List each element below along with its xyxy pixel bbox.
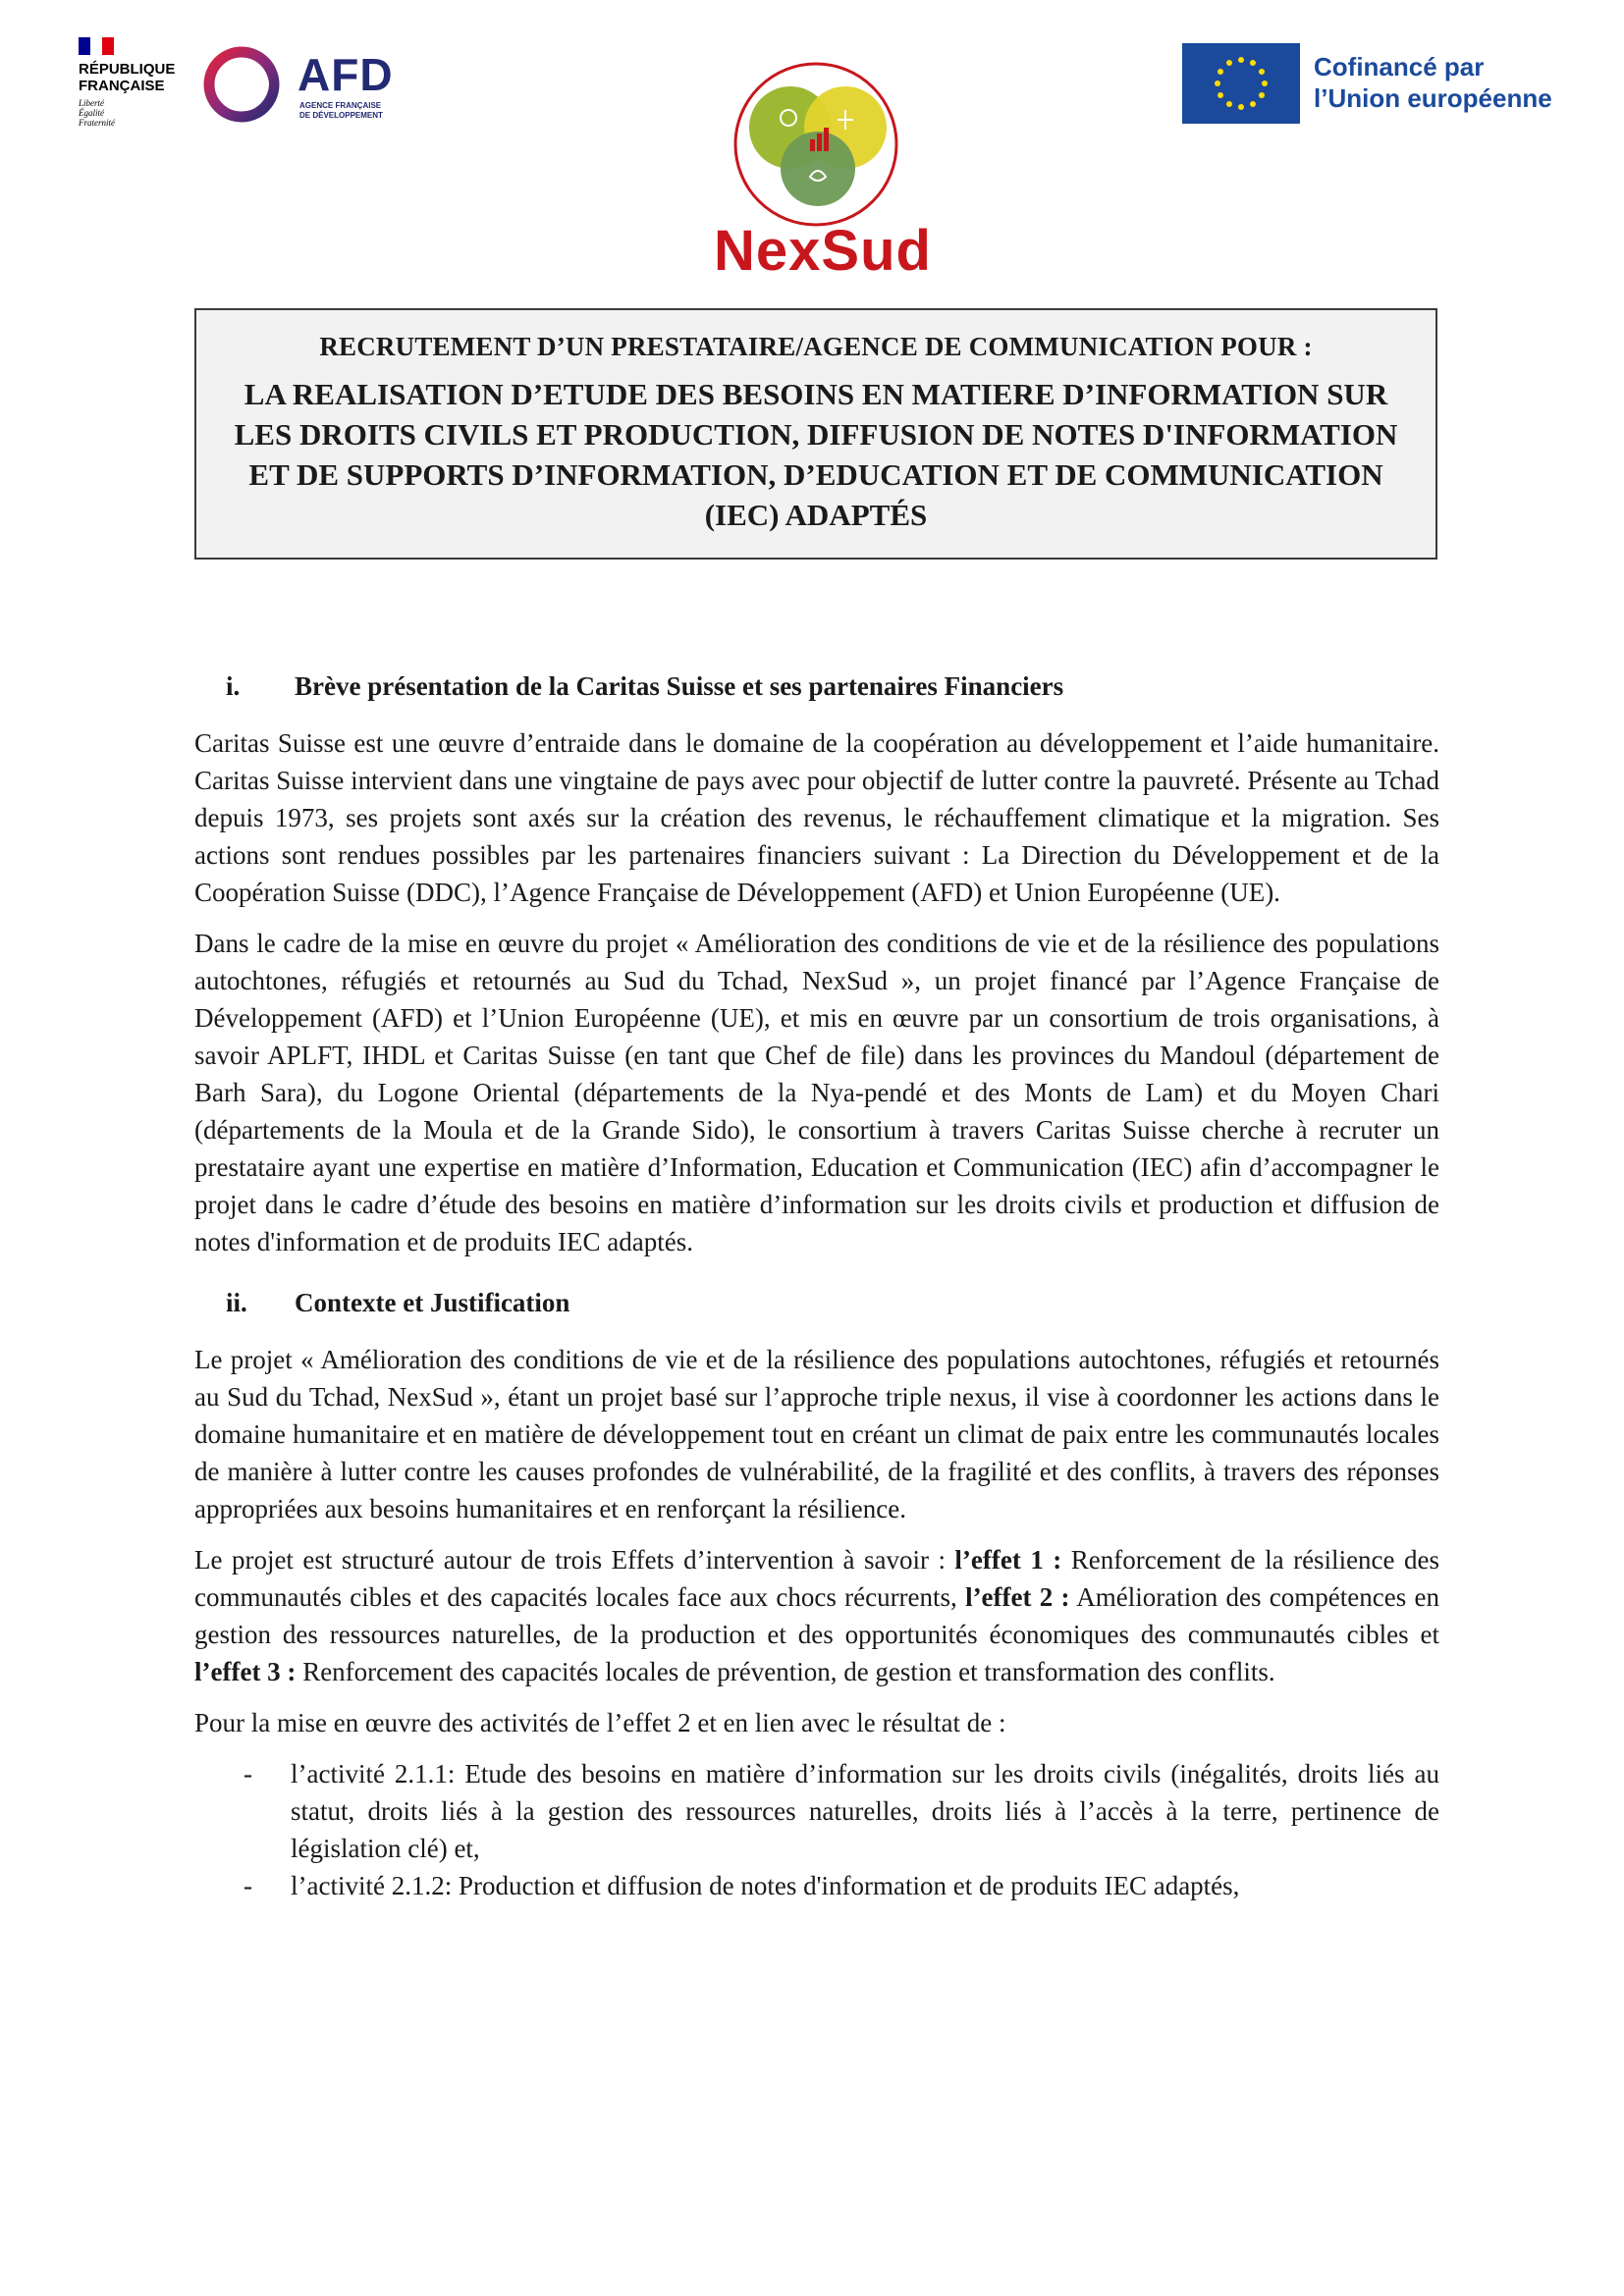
section-1-heading [194,667,1439,705]
afd-subtitle: AGENCE FRANÇAISE DE DÉVELOPPEMENT [299,101,383,120]
section-title: Contexte et Justification [295,1288,570,1317]
section-number: i. [226,671,241,701]
list-item-text: l’activité 2.1.1: Etude des besoins en matière d’information sur les droits civils (inégalités, droits liés au statut, droits liés à la gestion des ressources naturelles, droits liés à l’accès à la terre, pertinence de législation clé) et, [291,1759,1439,1863]
list-dash: - [244,1871,252,1900]
nexsud-wordmark: NexSud [714,219,932,283]
header-logos [0,0,1624,294]
afd-logo [201,44,412,123]
title-line-2: LA REALISATION D’ETUDE DES BESOINS EN MATIERE D’INFORMATION SUR LES DROITS CIVILS ET PRODUCTION, DIFFUSION DE NOTES D'INFORMATION ET DE SUPPORTS D’INFORMATION, D’EDUCATION ET DE COMMUNICATION (IEC) ADAPTÉS [234,377,1398,532]
title-box [194,308,1437,560]
paragraph: Caritas Suisse est une œuvre d’entraide dans le domaine de la coopération au développement et l’aide humanitaire. Caritas Suisse intervient dans une vingtaine de pays avec pour objectif de lutter contre la pauvreté. Présente au Tchad depuis 1973, ses projets sont axés sur la création des revenus, le réchauffement climatique et la migration. Ses actions sont rendues possibles par les partenaires financiers suivant : La Direction du Développement et de la Coopération Suisse (DDC), l’Agence Française de Développement (AFD) et Union Européenne (UE). [194,728,1439,907]
section-title: Brève présentation de la Caritas Suisse et ses partenaires Financiers [295,671,1064,701]
title-line-1: RECRUTEMENT D’UN PRESTATAIRE/AGENCE DE COMMUNICATION POUR : [319,332,1313,361]
republique-motto: Liberté Égalité Fraternité [79,98,115,128]
paragraph: Dans le cadre de la mise en œuvre du projet « Amélioration des conditions de vie et de la résilience des populations autochtones, réfugiés et retournés au Sud du Tchad, NexSud », un projet financé par l’Agence Française de Développement (AFD) et l’Union Européenne (UE), et mis en œuvre par un consortium de trois organisations, à savoir APLFT, IHDL et Caritas Suisse (en tant que Chef de file) dans les provinces du Mandoul (département de Barh Sara), du Logone Oriental (départements de la Nya-pendé et des Monts de Lam) et du Moyen Chari (départements de la Moula et de la Grande Sido), le consortium à travers Caritas Suisse cherche à recruter un prestataire ayant une expertise en matière d’Information, Education et Communication (IEC) afin d’accompagner le projet dans le cadre d’étude des besoins en matière d’information sur les droits civils et production et diffusion de notes d'information et de produits IEC adaptés. [194,929,1439,1256]
republique-name: RÉPUBLIQUE FRANÇAISE [79,61,176,94]
paragraph: Pour la mise en œuvre des activités de l’effet 2 et en lien avec le résultat de : [194,1708,1006,1737]
nexsud-emblem-icon [714,61,918,228]
eu-cofinance-text: Cofinancé par l’Union européenne [1314,52,1552,113]
eu-cofinance-logo [1182,43,1595,126]
list-item-text: l’activité 2.1.2: Production et diffusion de notes d'information et de produits IEC adaptés, [291,1871,1240,1900]
nexsud-logo [714,61,932,283]
paragraph-effects: Le projet est structuré autour de trois Effets d’intervention à savoir : l’effet 1 : Renforcement de la résilience des communautés cibles et des capacités locales face aux chocs récurrents, l’effet 2 : Amélioration des compétences en gestion des ressources naturelles, de la production et des opportunités économiques des communautés cibles et l’effet 3 : Renforcement des capacités locales de prévention, de gestion et transformation des conflits. [194,1545,1439,1686]
paragraph: Le projet « Amélioration des conditions de vie et de la résilience des populations autochtones, réfugiés et retournés au Sud du Tchad, NexSud », étant un projet basé sur l’approche triple nexus, il vise à coordonner les actions dans le domaine humanitaire et en matière de développement tout en créant un climat de paix entre les communautés locales de manière à lutter contre les causes profondes de vulnérabilité, de la fragilité et des conflits, à travers des réponses appropriées aux besoins humanitaires et en renforçant la résilience. [194,1345,1439,1523]
list-item [194,1867,1439,1904]
activity-list [194,1755,1439,1904]
french-flag-icon [79,37,114,55]
section-number: ii. [226,1288,247,1317]
eu-flag-icon [1182,43,1300,124]
section-2-heading [194,1284,1439,1321]
afd-wordmark: AFD [298,49,394,100]
list-dash: - [244,1759,252,1789]
list-item [194,1755,1439,1867]
republique-francaise-logo [79,37,189,128]
document-body [194,667,1439,1904]
afd-ring-icon [201,44,282,125]
